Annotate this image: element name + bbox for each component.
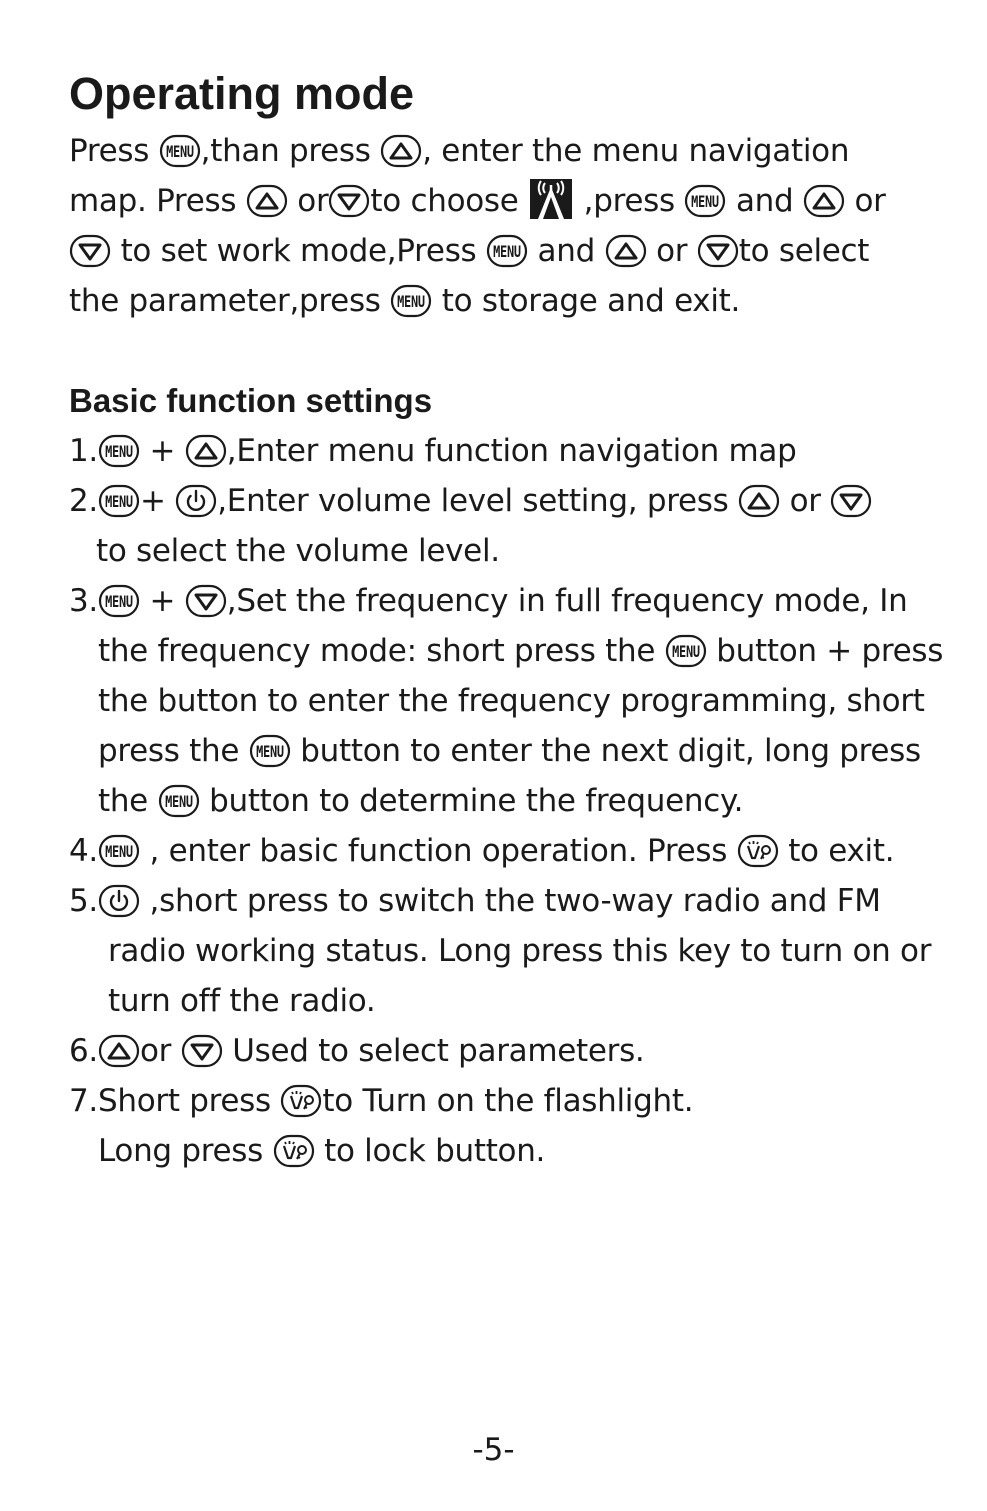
list-item: 5. ,short press to switch the two-way radio and FM radio working status. Long press this key to turn on or turn off the radio. xyxy=(69,883,932,1019)
down-arrow-key-icon xyxy=(181,1034,223,1068)
up-arrow-key-icon xyxy=(246,184,288,218)
menu-key-icon xyxy=(665,634,707,668)
page-title: Operating mode xyxy=(69,68,415,119)
antenna-mode-icon xyxy=(528,177,574,221)
menu-key-icon xyxy=(98,484,140,518)
down-arrow-key-icon xyxy=(185,584,227,618)
menu-key-icon xyxy=(249,734,291,768)
down-arrow-key-icon xyxy=(830,484,872,518)
page-number: -5- xyxy=(472,1432,515,1468)
list-item: 4. , enter basic function operation. Press to exit. xyxy=(69,833,895,869)
down-arrow-key-icon xyxy=(697,234,739,268)
up-arrow-key-icon xyxy=(380,134,422,168)
down-arrow-key-icon xyxy=(328,184,370,218)
manual-page xyxy=(69,66,944,1176)
list-item: 3. + ,Set the frequency in full frequency mode, In the frequency mode: short press the button + press the button to enter the frequency programming, short press the button to enter the next digit, long press the button to determine the frequency. xyxy=(69,583,944,819)
list-item: 2. + ,Enter volume level setting, press or to select the volume level. xyxy=(69,476,929,576)
up-arrow-key-icon xyxy=(605,234,647,268)
flashlight-lock-key-icon xyxy=(273,1134,315,1168)
menu-key-icon xyxy=(98,584,140,618)
menu-key-icon xyxy=(390,284,432,318)
down-arrow-key-icon xyxy=(69,234,111,268)
power-key-icon xyxy=(175,484,217,518)
menu-key-icon xyxy=(159,134,201,168)
menu-key-icon xyxy=(98,834,140,868)
list-item: 1. + ,Enter menu function navigation map xyxy=(69,433,797,469)
menu-key-icon xyxy=(158,784,200,818)
menu-key-icon xyxy=(684,184,726,218)
section-title: Basic function settings xyxy=(69,382,433,419)
flashlight-lock-key-icon xyxy=(280,1084,322,1118)
flashlight-lock-key-icon xyxy=(737,834,779,868)
up-arrow-key-icon xyxy=(803,184,845,218)
menu-key-icon xyxy=(486,234,528,268)
up-arrow-key-icon xyxy=(738,484,780,518)
power-key-icon xyxy=(98,884,140,918)
up-arrow-key-icon xyxy=(98,1034,140,1068)
up-arrow-key-icon xyxy=(185,434,227,468)
menu-key-icon xyxy=(98,434,140,468)
list-item: 6. or Used to select parameters. xyxy=(69,1033,645,1069)
list-item: 7. Short press to Turn on the flashlight. Long press to lock button. xyxy=(69,1083,694,1169)
intro-paragraph: Press ,than press , enter the menu navigation map. Press or to choose ,press and or to set work mode,Press and or to select the parameter,press to storage and exit. xyxy=(69,133,886,319)
